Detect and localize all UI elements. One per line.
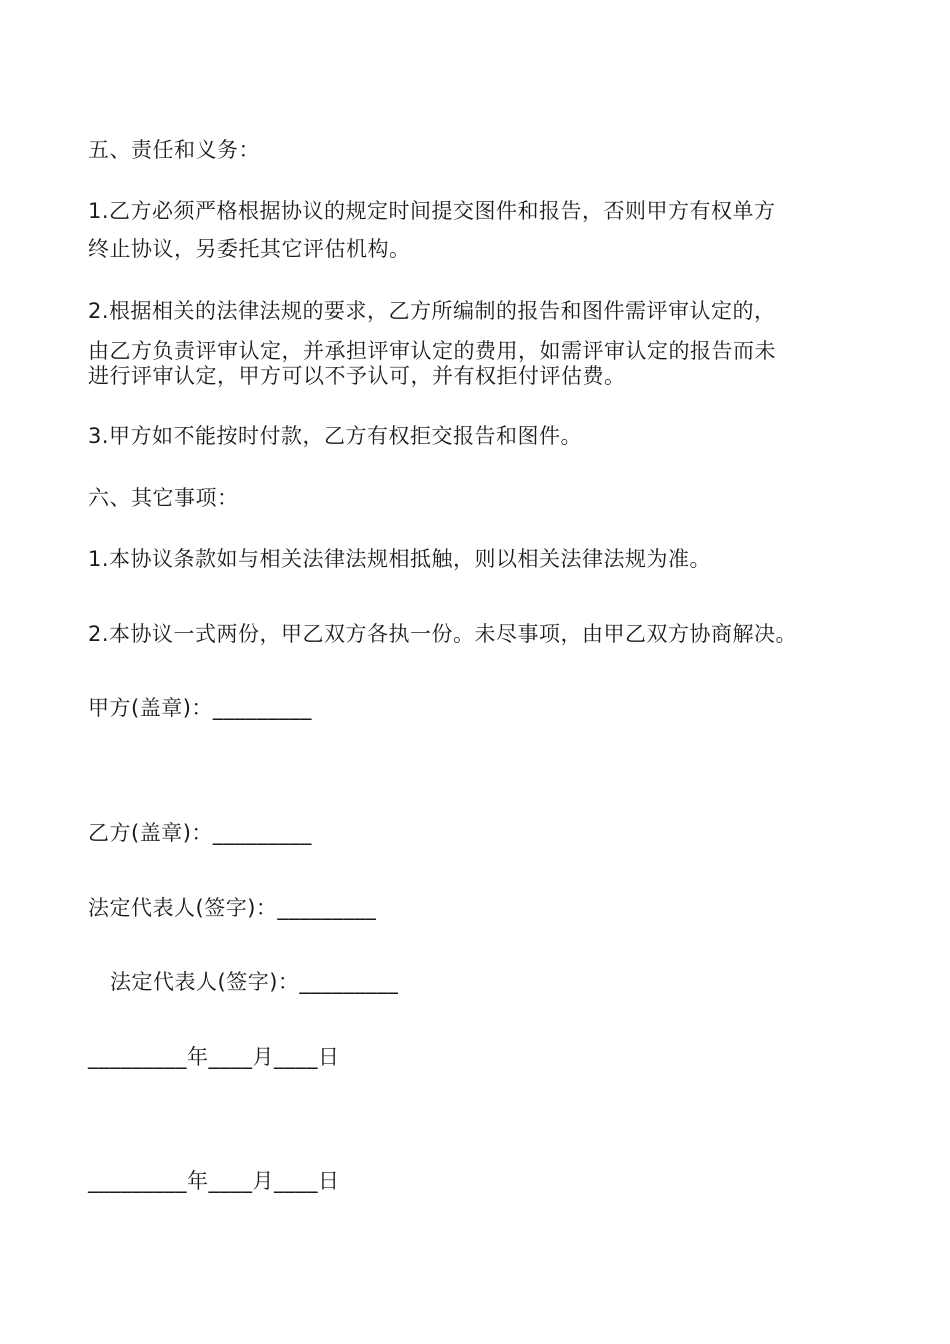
- date-a: _________年____月____日: [88, 1045, 340, 1069]
- party-a-seal: 甲方(盖章)：_________: [88, 696, 312, 720]
- section6-heading: 六、其它事项：: [88, 486, 239, 510]
- section5-item1-line1: 1.乙方必须严格根据协议的规定时间提交图件和报告，否则甲方有权单方: [88, 199, 776, 223]
- section5-item2-line2: 由乙方负责评审认定，并承担评审认定的费用，如需评审认定的报告而未: [88, 339, 776, 363]
- party-b-seal: 乙方(盖章)：_________: [88, 821, 312, 845]
- section6-item1-line1: 1.本协议条款如与相关法律法规相抵触，则以相关法律法规为准。: [88, 547, 712, 571]
- section5-item1-line2: 终止协议，另委托其它评估机构。: [88, 237, 411, 261]
- legal-rep-a-signature: 法定代表人(签字)：_________: [88, 896, 377, 920]
- section5-item3-line1: 3.甲方如不能按时付款，乙方有权拒交报告和图件。: [88, 424, 583, 448]
- date-b: _________年____月____日: [88, 1169, 340, 1193]
- section6-item2-line1: 2.本协议一式两份，甲乙双方各执一份。未尽事项，由甲乙双方协商解决。: [88, 622, 798, 646]
- section5-item2-line1: 2.根据相关的法律法规的要求，乙方所编制的报告和图件需评审认定的，: [88, 299, 776, 323]
- section5-heading: 五、责任和义务：: [88, 138, 260, 162]
- legal-rep-b-signature: 法定代表人(签字)：_________: [110, 970, 399, 994]
- section5-item2-line3: 进行评审认定，甲方可以不予认可，并有权拒付评估费。: [88, 364, 626, 388]
